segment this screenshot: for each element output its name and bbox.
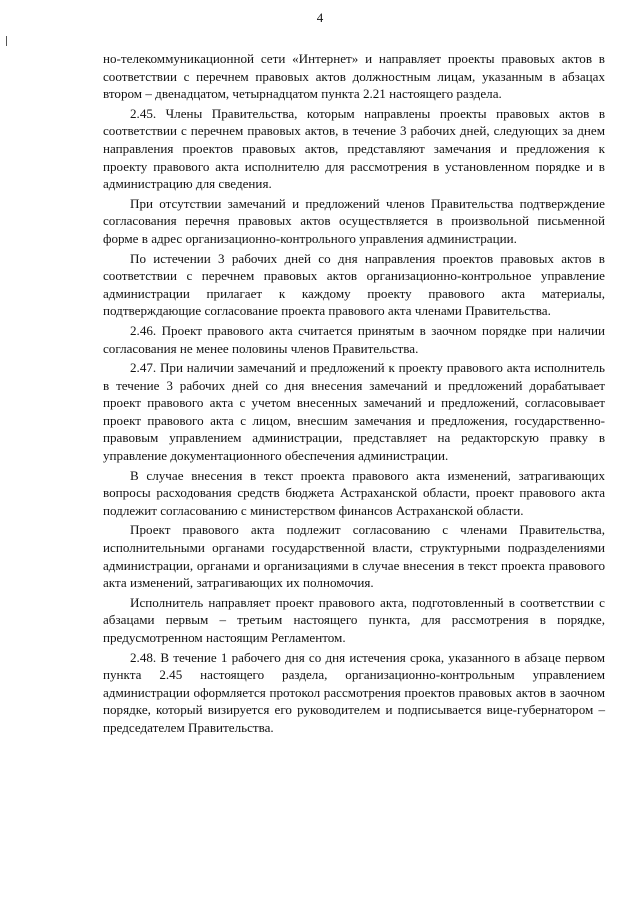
paragraph-6: 2.47. При наличии замечаний и предложений к проекту правового акта исполнитель в течение 3 рабочих дней со дня внесения замечаний и предложений дорабатывает проект правового акта с учетом внесенных замечаний и предложений, согласовывает проект правового акта с лицом, внесшим замечания и предложения, государственно-правовым управлением администрации, представляет на редакторскую правку в управление документационного обеспечения администрации. — [103, 360, 605, 464]
paragraph-9: Исполнитель направляет проект правового акта, подготовленный в соответствии с абзацами первым – третьим настоящего пункта, для рассмотрения в порядке, предусмотренном настоящим Регламентом. — [103, 594, 605, 645]
paragraph-4: По истечении 3 рабочих дней со дня направления проектов правовых актов в соответствии с перечнем правовых актов организационно-контрольное управление администрации прилагает к каждому проекту правового акта материалы, подтверждающие согласование проекта правового акта членами Правительства. — [103, 250, 605, 319]
paragraph-5: 2.46. Проект правового акта считается принятым в заочном порядке при наличии согласования не менее половины членов Правительства. — [103, 322, 605, 356]
paragraph-1: но-телекоммуникационной сети «Интернет» и направляет проекты правовых актов в соответствии с перечнем правовых актов должностным лицам, указанным в абзацах втором – двенадцатом, четырнадцатом пункта 2.21 настоящего раздела. — [103, 51, 605, 102]
paragraph-7: В случае внесения в текст проекта правового акта изменений, затрагивающих вопросы расходования средств бюджета Астраханской области, проект правового акта подлежит согласованию с министерством финансов Астраханской области. — [103, 467, 605, 518]
page-number: 4 — [316, 10, 324, 25]
margin-mark — [6, 36, 7, 46]
paragraph-3: При отсутствии замечаний и предложений членов Правительства подтверждение согласования перечня правовых актов осуществляется в произвольной письменной форме в адрес организационно-контрольного управления администрации. — [103, 195, 605, 246]
document-body — [103, 50, 605, 739]
paragraph-10: 2.48. В течение 1 рабочего дня со дня истечения срока, указанного в абзаце первом пункта 2.45 настоящего раздела, организационно-контрольным управлением администрации оформляется протокол рассмотрения проектов правовых актов в заочном порядке, который визируется его руководителем и подписывается вице-губернатором – председателем Правительства. — [103, 649, 605, 735]
paragraph-2: 2.45. Члены Правительства, которым направлены проекты правовых актов в соответствии с перечнем правовых актов, в течение 3 рабочих дней, следующих за днем направления проектов правовых актов, представляют замечания и предложения к проекту правового акта исполнителю для рассмотрения в установленном порядке и в администрацию для сведения. — [103, 105, 605, 192]
paragraph-8: Проект правового акта подлежит согласованию с членами Правительства, исполнительными органами государственной власти, структурными подразделениями администрации, органами и организациями в случае внесения в текст проекта правового акта изменений, затрагивающих их полномочия. — [103, 522, 605, 591]
